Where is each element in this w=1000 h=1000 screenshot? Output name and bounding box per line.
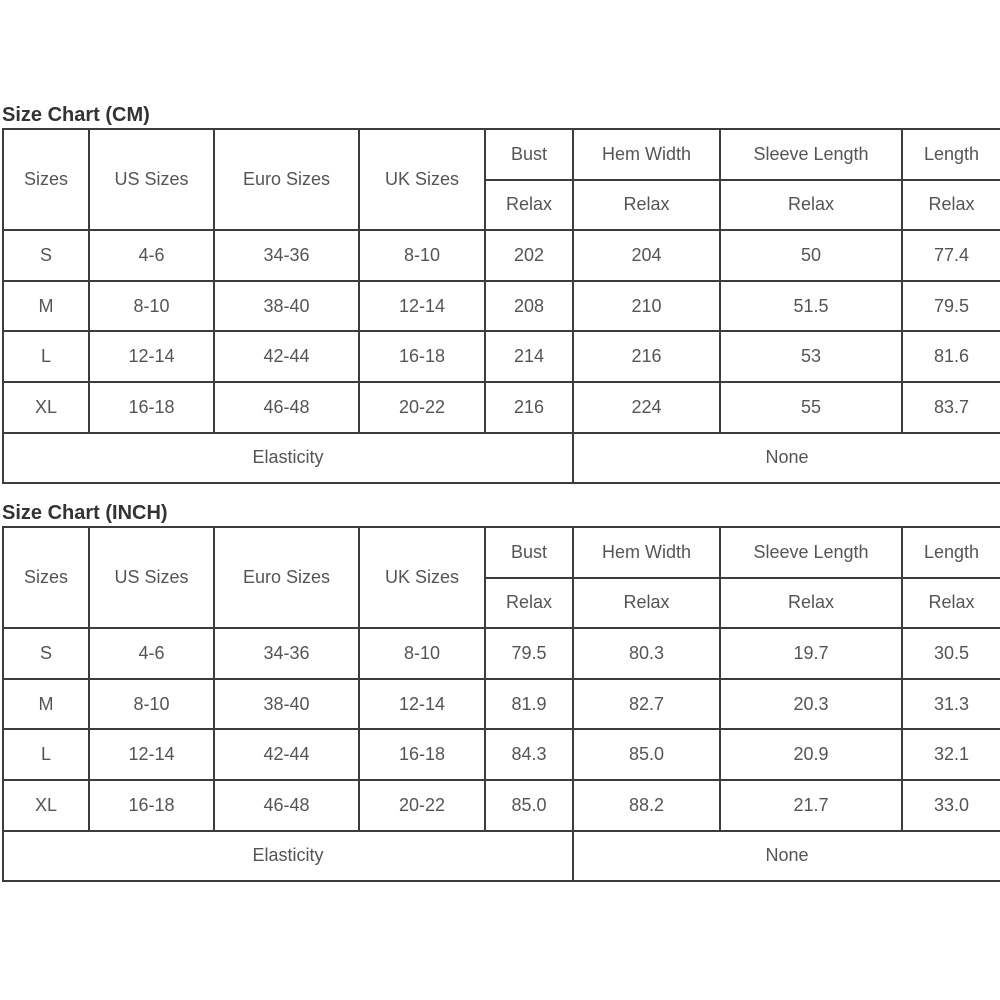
table-cell: 20-22 [359,780,485,831]
footer-row [3,433,1000,484]
table-row [3,729,1000,780]
header-cell: Hem Width [573,527,720,578]
table-cell: XL [3,780,89,831]
table-cell: 88.2 [573,780,720,831]
table-cell: 216 [485,382,573,433]
header-cell: Euro Sizes [214,129,359,230]
table-cell: 16-18 [359,331,485,382]
header-cell: UK Sizes [359,527,485,628]
header-cell: Hem Width [573,129,720,180]
header-cell: US Sizes [89,129,214,230]
header-cell: Length [902,129,1000,180]
footer-row [3,831,1000,882]
table-cell: 53 [720,331,902,382]
table-cell: 214 [485,331,573,382]
table-cell: 16-18 [89,780,214,831]
table-cell: M [3,281,89,332]
table-cell: 16-18 [89,382,214,433]
elasticity-value: None [573,831,1000,882]
table-cell: 31.3 [902,679,1000,730]
table-cell: 79.5 [902,281,1000,332]
subheader-cell: Relax [720,578,902,629]
table-row [3,679,1000,730]
table-cell: 84.3 [485,729,573,780]
table-cell: 19.7 [720,628,902,679]
table-cell: 21.7 [720,780,902,831]
table-cell: 55 [720,382,902,433]
table-cell: 50 [720,230,902,281]
table-cell: 38-40 [214,679,359,730]
table-cell: 79.5 [485,628,573,679]
table-cell: 33.0 [902,780,1000,831]
header-cell: Euro Sizes [214,527,359,628]
table-cell: 83.7 [902,382,1000,433]
table-cell: 82.7 [573,679,720,730]
subheader-cell: Relax [485,180,573,231]
table-cell: 42-44 [214,729,359,780]
subheader-cell: Relax [485,578,573,629]
elasticity-label: Elasticity [3,831,573,882]
chart-title: Size Chart (INCH) [2,502,168,524]
table-row [3,281,1000,332]
table-cell: 12-14 [89,331,214,382]
table-cell: 81.9 [485,679,573,730]
table-cell: 202 [485,230,573,281]
header-row [3,129,1000,180]
subheader-cell: Relax [573,180,720,231]
header-cell: US Sizes [89,527,214,628]
table-cell: 85.0 [573,729,720,780]
subheader-cell: Relax [720,180,902,231]
header-cell: Sizes [3,129,89,230]
table-cell: 8-10 [89,679,214,730]
table-cell: 16-18 [359,729,485,780]
table-cell: 8-10 [89,281,214,332]
table-cell: 208 [485,281,573,332]
subheader-cell: Relax [573,578,720,629]
table-cell: M [3,679,89,730]
header-cell: Bust [485,129,573,180]
table-cell: 80.3 [573,628,720,679]
table-row [3,230,1000,281]
table-cell: 51.5 [720,281,902,332]
table-cell: 34-36 [214,628,359,679]
elasticity-value: None [573,433,1000,484]
size-chart-cm [2,102,1000,484]
table-cell: L [3,729,89,780]
table-cell: 30.5 [902,628,1000,679]
table-cell: 81.6 [902,331,1000,382]
size-table [2,128,1000,484]
header-cell: UK Sizes [359,129,485,230]
table-row [3,331,1000,382]
table-cell: 224 [573,382,720,433]
header-cell: Length [902,527,1000,578]
table-cell: 216 [573,331,720,382]
table-cell: L [3,331,89,382]
table-cell: 20-22 [359,382,485,433]
table-row [3,628,1000,679]
subheader-cell: Relax [902,578,1000,629]
table-cell: 32.1 [902,729,1000,780]
size-table [2,526,1000,882]
table-row [3,780,1000,831]
table-cell: 210 [573,281,720,332]
table-cell: 12-14 [359,679,485,730]
table-cell: 46-48 [214,780,359,831]
table-cell: 34-36 [214,230,359,281]
table-cell: 42-44 [214,331,359,382]
header-cell: Bust [485,527,573,578]
header-cell: Sleeve Length [720,129,902,180]
table-row [3,382,1000,433]
table-cell: 38-40 [214,281,359,332]
table-cell: XL [3,382,89,433]
table-cell: 204 [573,230,720,281]
table-cell: 20.9 [720,729,902,780]
table-cell: 4-6 [89,628,214,679]
table-cell: S [3,628,89,679]
table-cell: S [3,230,89,281]
chart-title: Size Chart (CM) [2,104,150,126]
header-row [3,527,1000,578]
table-cell: 20.3 [720,679,902,730]
header-cell: Sleeve Length [720,527,902,578]
header-cell: Sizes [3,527,89,628]
size-chart-inch [2,500,1000,882]
table-cell: 46-48 [214,382,359,433]
elasticity-label: Elasticity [3,433,573,484]
table-cell: 12-14 [359,281,485,332]
table-cell: 4-6 [89,230,214,281]
table-cell: 77.4 [902,230,1000,281]
table-cell: 8-10 [359,230,485,281]
table-cell: 85.0 [485,780,573,831]
table-cell: 8-10 [359,628,485,679]
table-cell: 12-14 [89,729,214,780]
subheader-cell: Relax [902,180,1000,231]
